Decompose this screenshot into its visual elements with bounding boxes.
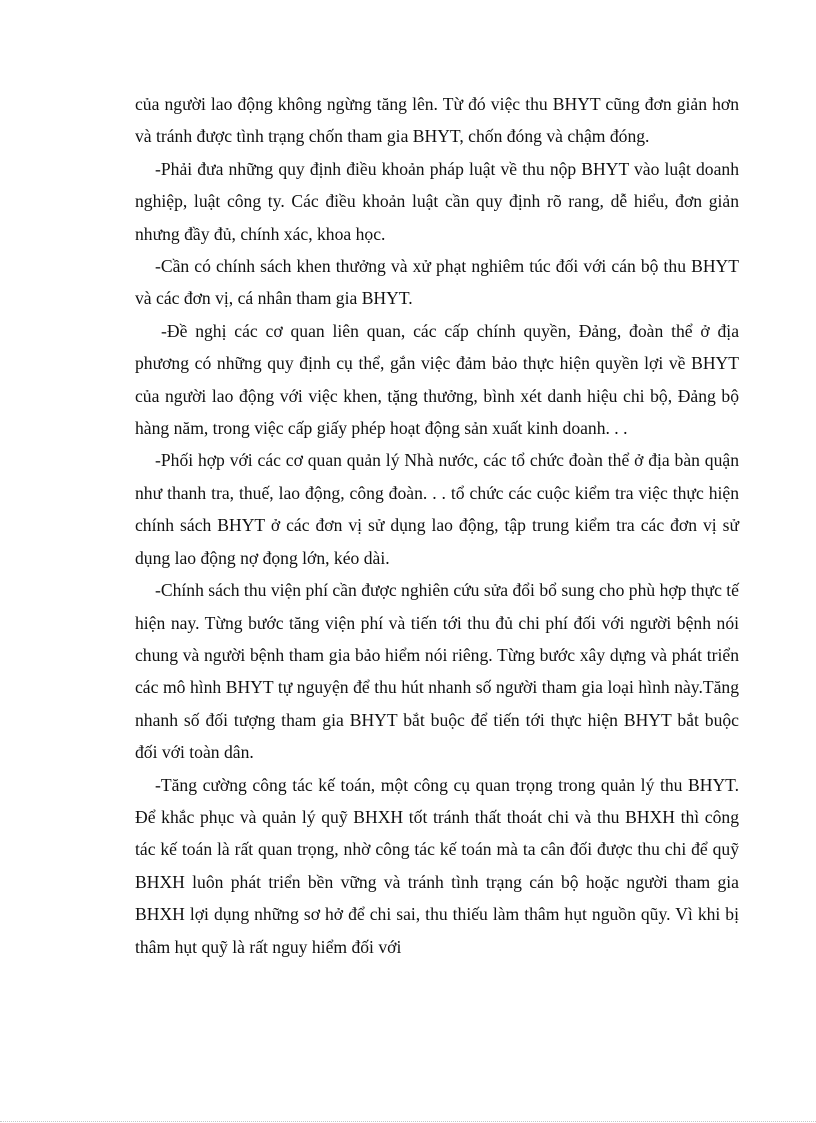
paragraph-2: -Phải đưa những quy định điều khoản pháp luật về thu nộp BHYT vào luật doanh nghiệp, luật công ty. Các điều khoản luật cần quy định rõ rang, dễ hiểu, đơn giản nhưng đầy đủ, chính xác, khoa học.	[135, 158, 739, 244]
paragraph-6: -Chính sách thu viện phí cần được nghiên cứu sửa đổi bổ sung cho phù hợp thực tế hiện nay. Từng bước tăng viện phí và tiến tới thu đủ chi phí đối với người bệnh nói chung và người bệnh tham gia bảo hiểm nói riêng. Từng bước xây dựng và phát triển các mô hình BHYT tự nguyện để thu hút nhanh số người tham gia loại hình này.Tăng nhanh số đối tượng tham gia BHYT bắt buộc để tiến tới thực hiện BHYT bắt buộc đối với toàn dân.	[135, 580, 739, 763]
paragraph-3: -Cần có chính sách khen thưởng và xử phạt nghiêm túc đối với cán bộ thu BHYT và các đơn vị, cá nhân tham gia BHYT.	[135, 256, 739, 309]
page-bottom-divider	[0, 1121, 816, 1122]
paragraph-1: của người lao động không ngừng tăng lên. Từ đó việc thu BHYT cũng đơn giản hơn và tránh được tình trạng chốn tham gia BHYT, chốn đóng và chậm đóng.	[135, 94, 739, 147]
paragraph-4: -Đề nghị các cơ quan liên quan, các cấp chính quyền, Đảng, đoàn thể ở địa phương có những quy định cụ thể, gắn việc đảm bảo thực hiện quyền lợi về BHYT của người lao động với việc khen, tặng thưởng, bình xét danh hiệu chi bộ, Đảng bộ hàng năm, trong việc cấp giấy phép hoạt động sản xuất kinh doanh. . .	[135, 320, 739, 439]
paragraph-5: -Phối hợp với các cơ quan quản lý Nhà nước, các tổ chức đoàn thể ở địa bàn quận như thanh tra, thuế, lao động, công đoàn. . . tổ chức các cuộc kiểm tra việc thực hiện chính sách BHYT ở các đơn vị sử dụng lao động, tập trung kiểm tra các đơn vị sử dụng lao động nợ đọng lớn, kéo dài.	[135, 450, 739, 568]
document-body	[135, 88, 739, 963]
paragraph-7: -Tăng cường công tác kế toán, một công cụ quan trọng trong quản lý thu BHYT. Để khắc phục và quản lý quỹ BHXH tốt tránh thất thoát chi và thu BHXH thì công tác kế toán là rất quan trọng, nhờ công tác kế toán mà ta cân đối được thu chi để quỹ BHXH luôn phát triển bền vững và tránh tình trạng cán bộ hoặc người tham gia BHXH lợi dụng những sơ hở để chi sai, thu thiếu làm thâm hụt nguồn qũy. Vì khi bị thâm hụt quỹ là rất nguy hiểm đối với	[135, 774, 739, 957]
